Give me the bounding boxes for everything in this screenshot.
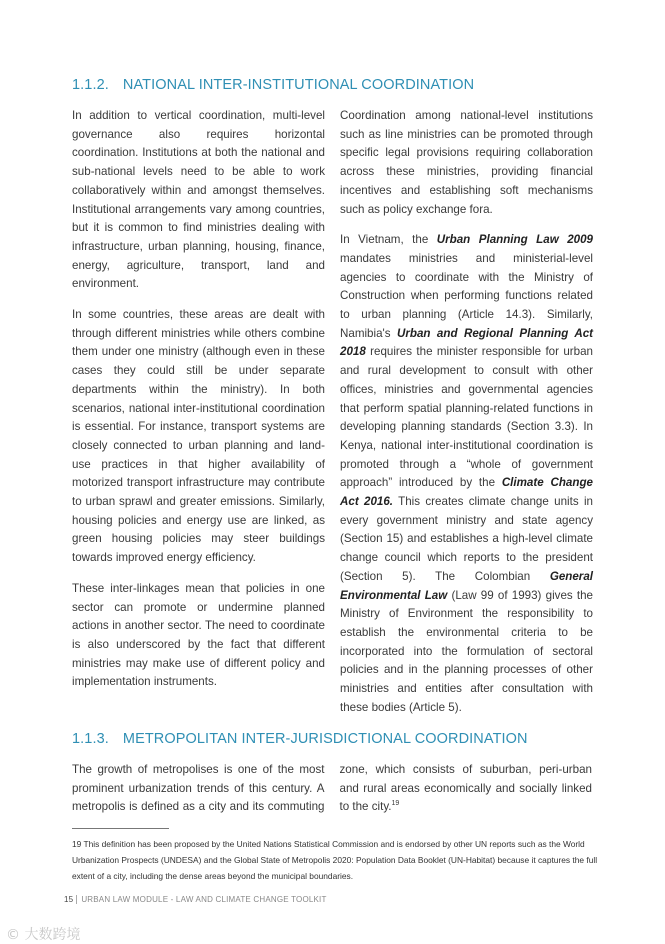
- section-heading-1-1-2: [72, 77, 474, 93]
- section-title: METROPOLITAN INTER-JURISDICTIONAL COORDINATION: [122, 731, 528, 747]
- metro-paragraph: [72, 761, 592, 819]
- page-number: 15: [64, 895, 74, 904]
- text-run: (Law 99 of 1993) gives the Ministry of Environment the responsibility to establish the environmental criteria to be incorporated into the formulation of sectoral policies and in the planning processes of other ministries and entities after consultation with these bodies (Article 5).: [340, 588, 594, 714]
- paragraph: [340, 231, 593, 717]
- paragraph: In addition to vertical coordination, multi-level governance also requires horizontal coordination. Institutions at both the national and sub-national levels need to be able to work collaboratively within and amongst themselves. Institutional arrangements vary among countries, but it is common to find ministries dealing with infrastructure, urban planning, housing, finance, energy, agriculture, transport, land and environment.: [72, 109, 325, 291]
- watermark-logo: [6, 924, 80, 944]
- law-title: General Environmental Law: [340, 569, 593, 602]
- watermark-icon: ©: [6, 927, 20, 943]
- text-run: mandates ministries and ministerial-level agencies to coordinate with the Ministry of Construction when performing functions related to urban planning (Article 14.3). Similarly, Namibia's: [340, 251, 593, 340]
- paragraph: The growth of metropolises is one of the most prominent urbanization trends of this century. A metropolis is defined as a city and its commuting zone, which consists of suburban, peri-urban and rural areas economically and socially linked to the city.: [72, 763, 592, 814]
- watermark-text: 大数跨境: [24, 927, 81, 943]
- right-column: [340, 107, 593, 730]
- section-number: 1.1.2.: [72, 77, 109, 93]
- footer-divider: [76, 895, 77, 904]
- section-title: NATIONAL INTER-INSTITUTIONAL COORDINATION: [122, 77, 475, 93]
- law-title: Climate Change Act 2016.: [340, 476, 593, 509]
- text-run: In Vietnam, the: [340, 233, 437, 247]
- left-column: [72, 107, 325, 704]
- paragraph: Coordination among national-level institutions such as line ministries can be promoted through specific legal provisions requiring collaboration across these ministries, providing financial incentives and establishing soft mechanisms such as policy exchange fora.: [340, 109, 593, 216]
- law-title: Urban and Regional Planning Act 2018: [340, 326, 593, 359]
- section-heading-1-1-3: [72, 731, 528, 747]
- text-run: requires the minister responsible for urban and rural development to consult with other offices, ministries and governmental agencies that perform spatial planning-related functions in developing planning standards (Section 3.3). In Kenya, national inter-institutional coordination is promoted through a “whole of government approach” introduced by the: [340, 345, 593, 490]
- section-number: 1.1.3.: [72, 731, 109, 747]
- footnote-divider: [72, 828, 169, 829]
- text-run: This creates climate change units in every government ministry and state agency (Section 15) and establishes a high-level climate change council which reports to the president (Section 5). The Colombian: [340, 495, 593, 583]
- footnote-ref[interactable]: 19: [391, 800, 400, 808]
- page-footer: [64, 895, 327, 904]
- paragraph: These inter-linkages mean that policies in one sector can promote or undermine planned actions in another sector. The need to coordinate is also underscored by the fact that different ministries may make use of different policy and implementation instruments.: [72, 581, 325, 689]
- paragraph: In some countries, these areas are dealt with through different ministries while others combine them under one ministry (although even in these cases they could still be under separate departments within the ministry). In both scenarios, national inter-institutional coordination is essential. For instance, transport systems are closely connected to urban planning and land-use practices in that higher availability of motorized transport infrastructure may contribute to urban sprawl and greater emissions. Similarly, housing policies and energy use are linked, as green housing policies may steer buildings towards improved energy efficiency.: [72, 308, 325, 565]
- law-title: Urban Planning Law 2009: [436, 233, 593, 247]
- footer-title: URBAN LAW MODULE - LAW AND CLIMATE CHANGE TOOLKIT: [81, 895, 327, 904]
- footnote: 19 This definition has been proposed by the United Nations Statistical Commission and is endorsed by other UN reports such as the World Urbanization Prospects (UNDESA) and the Global State of Metropolis 2020: Population Data Booklet (UN-Habitat) because it captures the full extent of a city, including the dense areas beyond the municipal boundaries.: [72, 839, 598, 881]
